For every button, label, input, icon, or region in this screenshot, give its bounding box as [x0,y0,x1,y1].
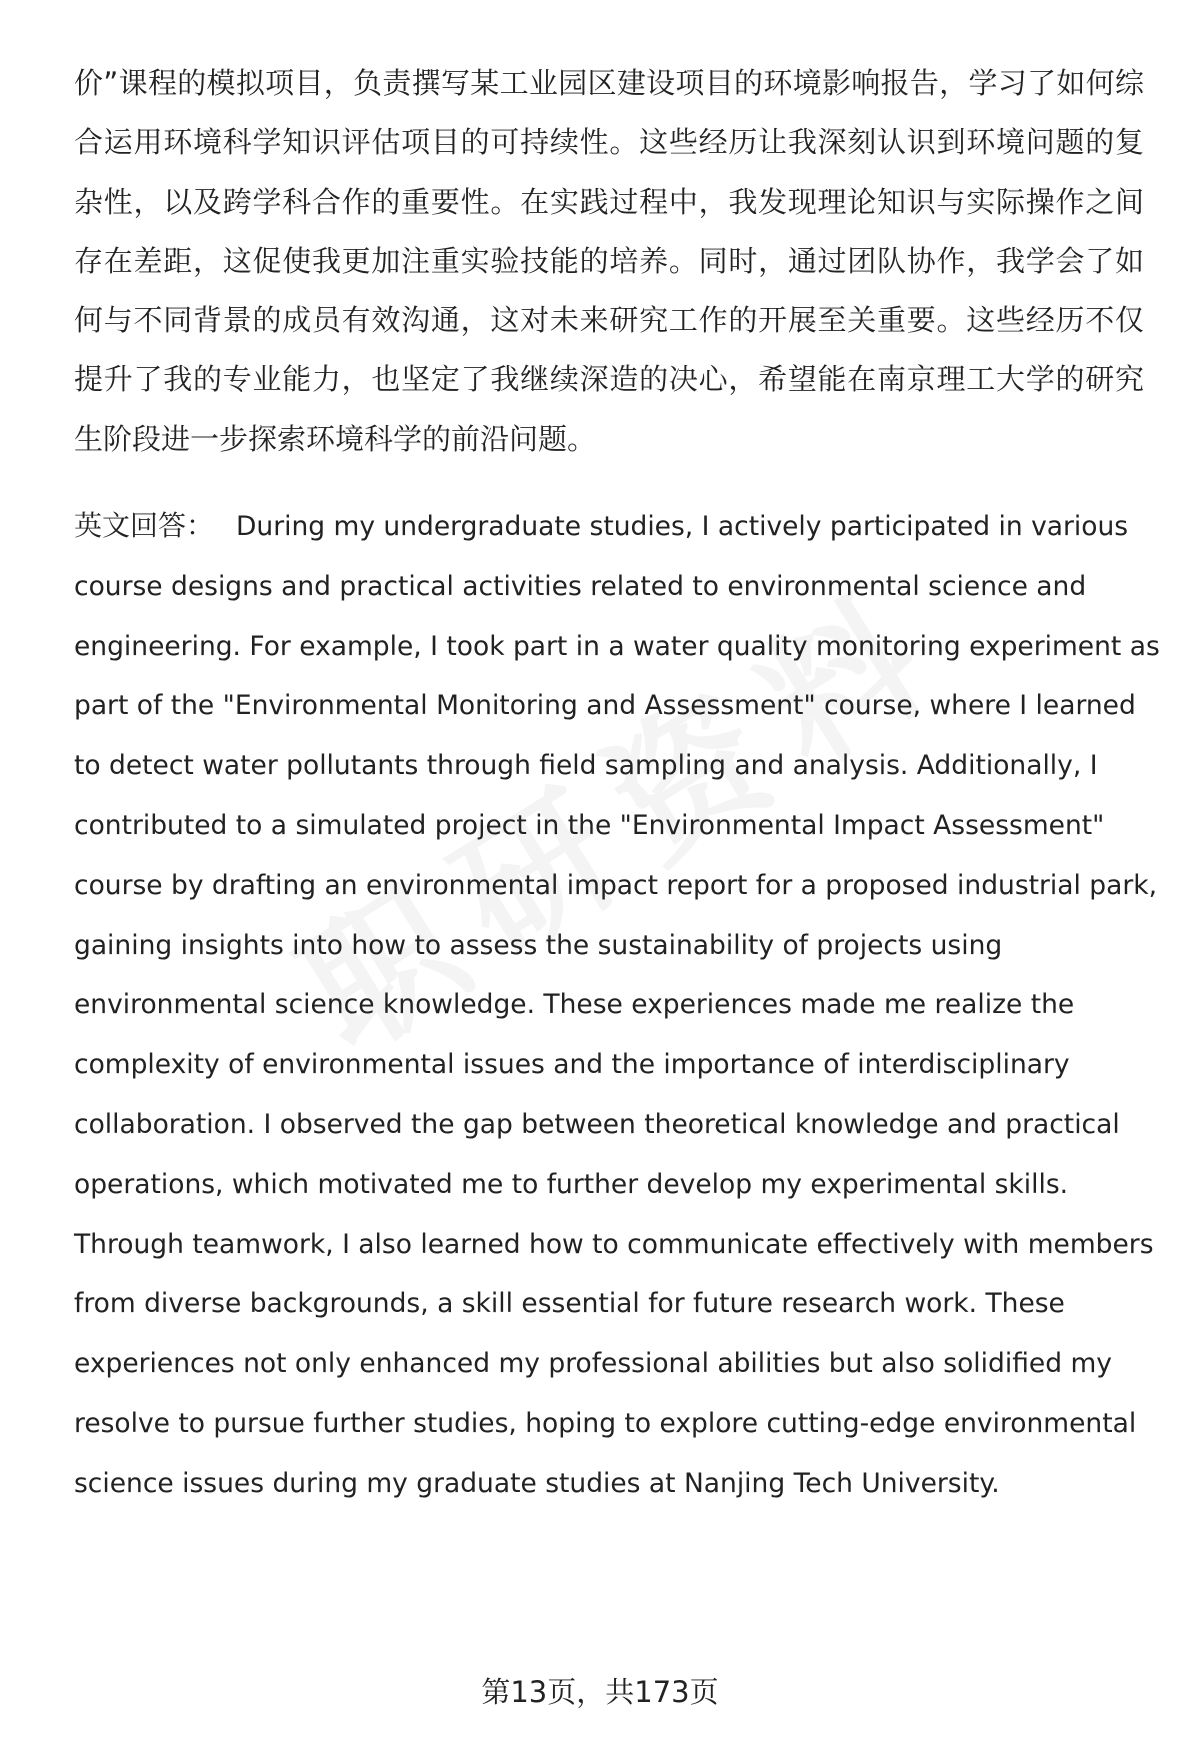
english-answer-label: 英文回答： [74,509,215,542]
page-indicator: 第13页，共173页 [481,1675,719,1709]
english-answer-text: During my undergraduate studies, I actively participated in various course designs and practical activities related to environmental science and engineering. For example, I took part in a water quality monitoring experiment as part of the "Environmental Monitoring and Assessment" course, where I learned to detect water pollutants through field sampling and analysis. Additionally, I contributed to a simulated project in the "Environmental Impact Assessment" course by drafting an environmental impact report for a proposed industrial park, gaining insights into how to assess the sustainability of projects using environmental science knowledge. These experiences made me realize the complexity of environmental issues and the importance of interdisciplinary collaboration. I observed the gap between theoretical knowledge and practical operations, which motivated me to further develop my experimental skills. Through teamwork, I also learned how to communicate effectively with members from diverse backgrounds, a skill essential for future research work. These experiences not only enhanced my professional abilities but also solidified my resolve to pursue further studies, hoping to explore cutting-edge environmental science issues during my graduate studies at Nanjing Tech University. [74,511,1160,1499]
english-answer-paragraph [74,496,1164,1514]
chinese-answer-paragraph: 价”课程的模拟项目，负责撰写某工业园区建设项目的环境影响报告，学习了如何综合运用环境科学知识评估项目的可持续性。这些经历让我深刻认识到环境问题的复杂性，以及跨学科合作的重要性。在实践过程中，我发现理论知识与实际操作之间存在差距，这促使我更加注重实验技能的培养。同时，通过团队协作，我学会了如何与不同背景的成员有效沟通，这对未来研究工作的开展至关重要。这些经历不仅提升了我的专业能力，也坚定了我继续深造的决心，希望能在南京理工大学的研究生阶段进一步探索环境科学的前沿问题。 [74,66,1144,456]
